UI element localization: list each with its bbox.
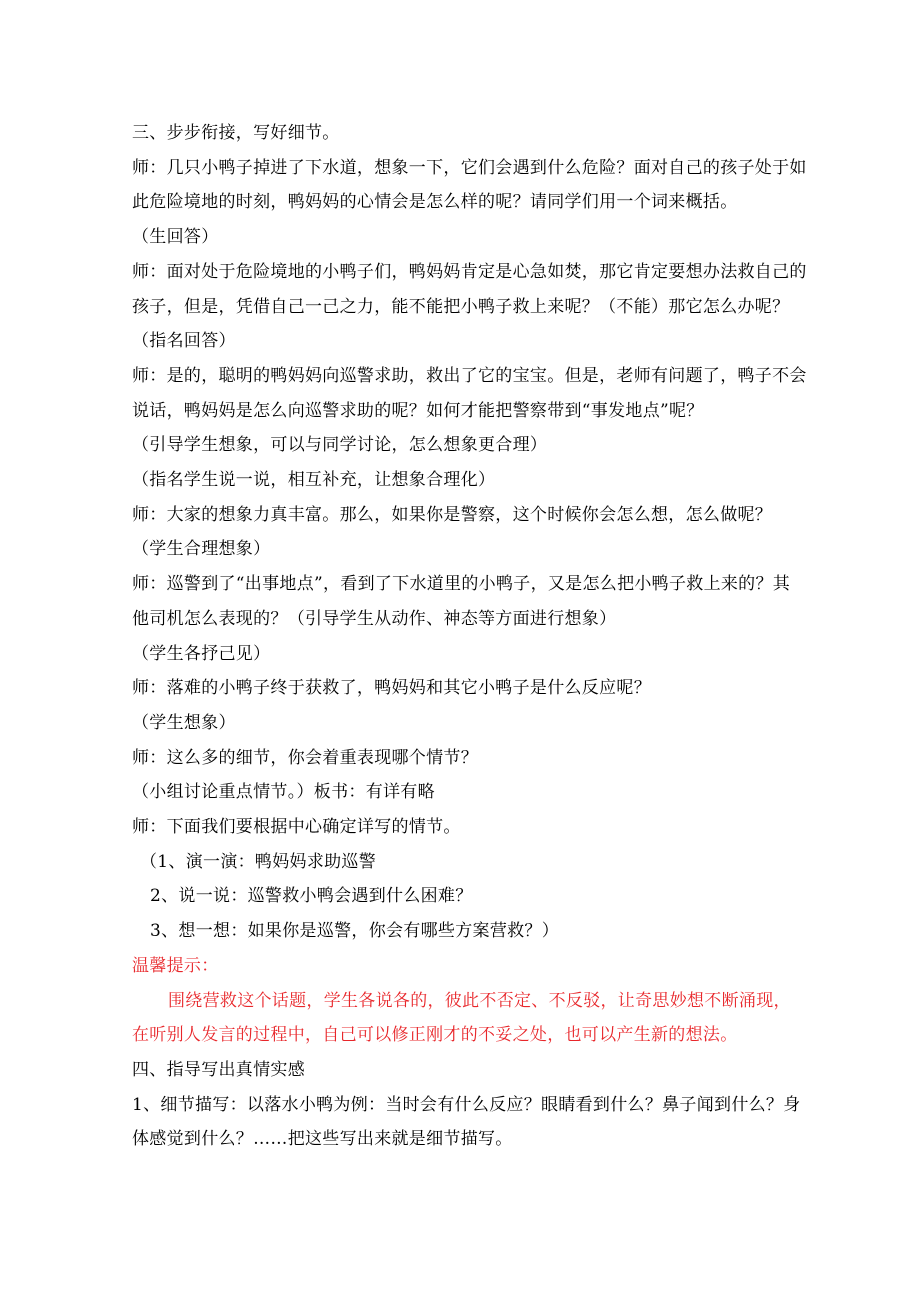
activity-item-3: 3、想一想：如果你是巡警，你会有哪些方案营救？）	[150, 921, 560, 942]
tip-heading: 温馨提示：	[132, 955, 219, 976]
detail-writing-item-cont: 体感觉到什么？……把这些写出来就是细节描写。	[132, 1129, 513, 1150]
section-heading-4: 四、指导写出真情实感	[132, 1059, 305, 1080]
teacher-line: 师：下面我们要根据中心确定详写的情节。	[132, 817, 461, 838]
student-response: （生回答）	[132, 227, 219, 248]
guidance-note: （引导学生想象，可以与同学讨论，怎么想象更合理）	[132, 435, 548, 456]
teacher-line: 师：这么多的细节，你会着重表现哪个情节？	[132, 747, 478, 768]
group-discussion-note: （小组讨论重点情节。）板书：有详有略	[132, 782, 435, 803]
teacher-line: 师：是的，聪明的鸭妈妈向巡警求助，救出了它的宝宝。但是，老师有问题了，鸭子不会	[132, 365, 807, 386]
detail-writing-item: 1、细节描写：以落水小鸭为例：当时会有什么反应？眼睛看到什么？鼻子闻到什么？身	[132, 1094, 801, 1115]
teacher-line: 师：大家的想象力真丰富。那么，如果你是警察，这个时候你会怎么想，怎么做呢？	[132, 504, 773, 525]
tip-text-cont: 在听别人发言的过程中，自己可以修正刚才的不妥之处，也可以产生新的想法。	[132, 1025, 738, 1046]
teacher-line: 师：落难的小鸭子终于获救了，鸭妈妈和其它小鸭子是什么反应呢？	[132, 678, 651, 699]
student-response: （指名回答）	[132, 331, 236, 352]
activity-item-2: 2、说一说：巡警救小鸭会遇到什么困难？	[150, 886, 473, 907]
teacher-line: 师：巡警到了“出事地点”，看到了下水道里的小鸭子，又是怎么把小鸭子救上来的？其	[132, 574, 791, 595]
student-response: （学生各抒己见）	[132, 643, 271, 664]
teacher-line: 师：面对处于危险境地的小鸭子们，鸭妈妈肯定是心急如焚，那它肯定要想办法救自己的	[132, 261, 807, 282]
section-heading-3: 三、步步衔接，写好细节。	[132, 123, 340, 143]
activity-item-1: （1、演一演：鸭妈妈求助巡警	[140, 851, 377, 872]
teacher-line: 师：几只小鸭子掉进了下水道，想象一下，它们会遇到什么危险？面对自己的孩子处于如	[132, 157, 807, 178]
tip-text: 围绕营救这个话题，学生各说各的，彼此不否定、不反驳，让奇思妙想不断涌现，	[168, 990, 791, 1011]
teacher-line-cont: 说话，鸭妈妈是怎么向巡警求助的呢？如何才能把警察带到“事发地点”呢？	[132, 400, 704, 421]
teacher-line-cont: 此危险境地的时刻，鸭妈妈的心情会是怎么样的呢？请同学们用一个词来概括。	[132, 192, 738, 213]
student-response: （学生合理想象）	[132, 539, 271, 560]
guidance-note: （指名学生说一说，相互补充，让想象合理化）	[132, 470, 496, 491]
teacher-line-cont: 孩子，但是，凭借自己一己之力，能不能把小鸭子救上来呢？（不能）那它怎么办呢？	[132, 296, 790, 317]
student-response: （学生想象）	[132, 712, 236, 733]
teacher-line-cont: 他司机怎么表现的？（引导学生从动作、神态等方面进行想象）	[132, 608, 617, 629]
